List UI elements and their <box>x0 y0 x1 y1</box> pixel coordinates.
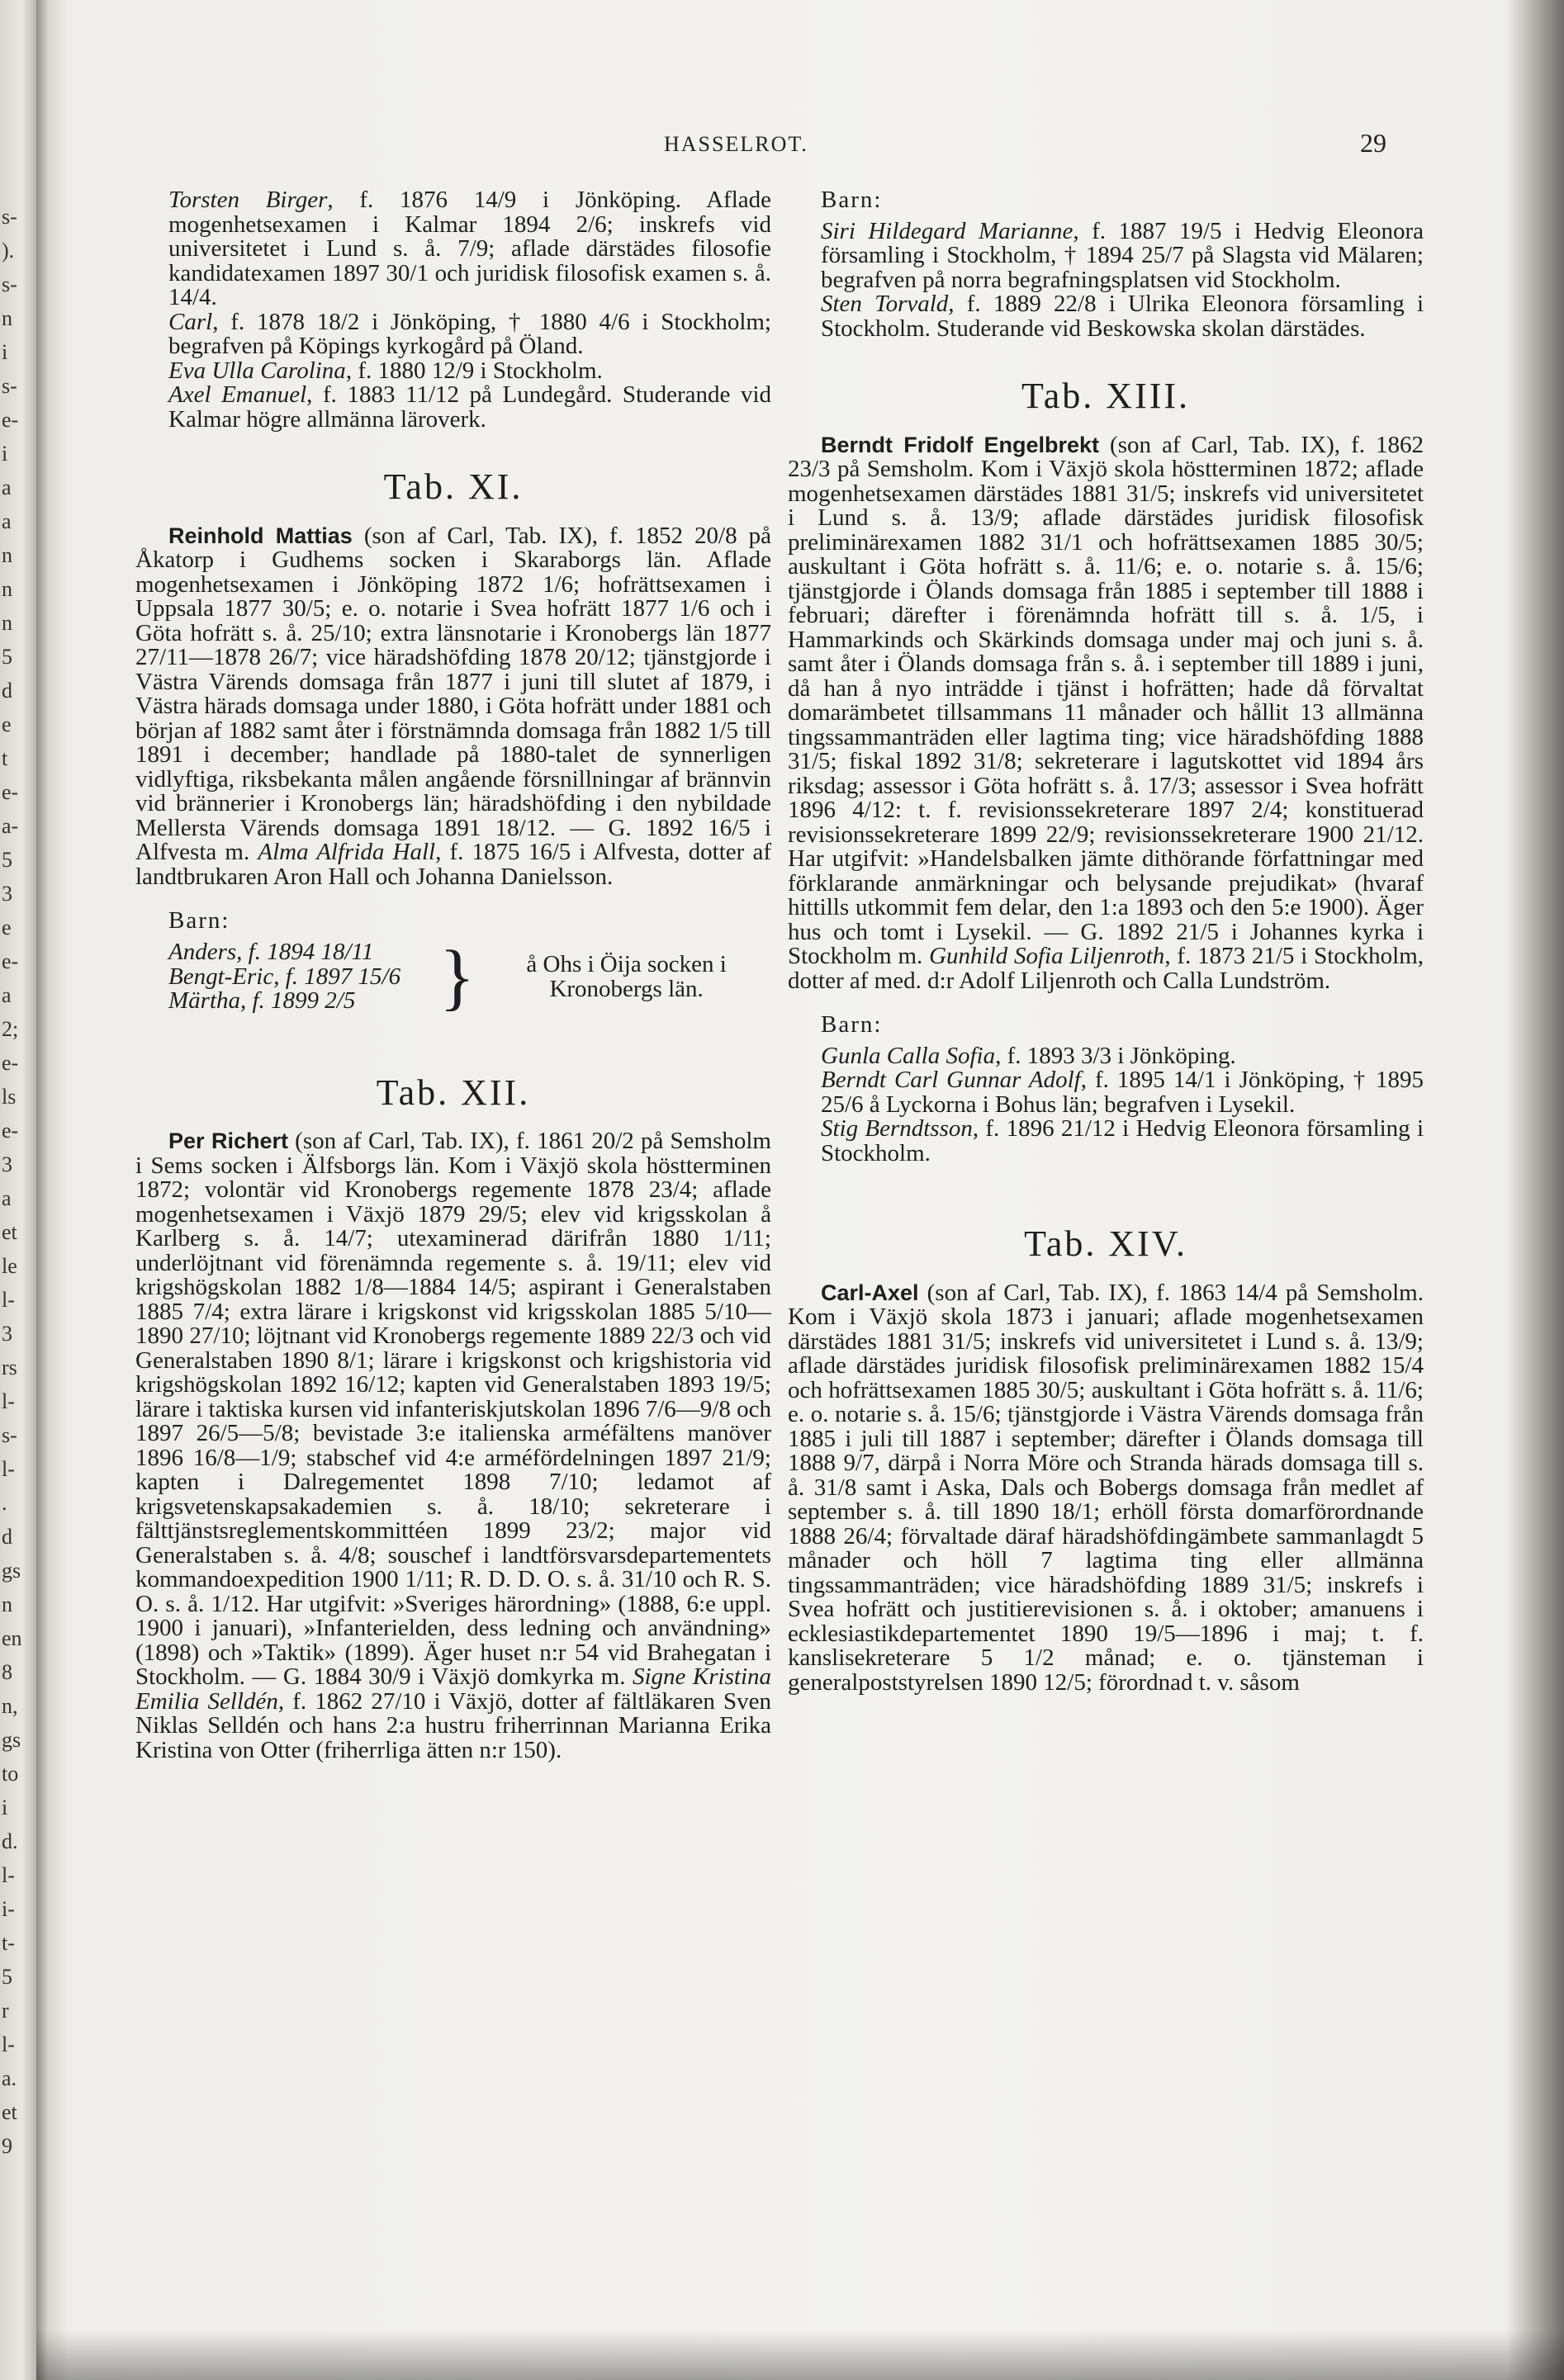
previous-page-fragment: d <box>2 679 12 703</box>
person-name: Gunla Calla Sofia <box>821 1042 996 1069</box>
entry-paragraph <box>788 1117 1424 1166</box>
previous-page-fragment: i <box>2 442 8 466</box>
previous-page-fragment: n <box>2 306 12 330</box>
section-heading-tab-xi: Tab. XI. <box>383 466 524 507</box>
previous-page-fragment: 5 <box>2 1965 12 1989</box>
person-name: Stig Berndtsson <box>821 1115 973 1142</box>
previous-page-fragment: n <box>2 543 12 567</box>
previous-page-fragment: 2; <box>2 1017 19 1041</box>
previous-page-fragment: gs <box>2 1728 21 1752</box>
page-fore-edge <box>1506 0 1564 2380</box>
previous-page-fragment: e- <box>2 1119 19 1143</box>
previous-page-fragment: d <box>2 1525 12 1549</box>
previous-page-fragment: 3 <box>2 882 12 906</box>
previous-page-fragment: a <box>2 983 12 1007</box>
entry-paragraph: Carl-Axel (son af Carl, Tab. IX), f. 1863 14/4 på Semsholm. Kom i Växjö skola 1873 i januari; aflade mogenhetsexamen därstädes 1881 31/5; inskrefs vid universitetet i Lund s. å. 13/9; aflade därstädes juridisk filosofisk preliminärexamen 1882 15/4 och hofrättsexamen 1885 30/5; auskultant i Göta hofrätt s. å. 11/6; e. o. notarie s. å. 15/6; tjänstgjorde i Västra Värends domsaga från 1885 i juli till 1887 i september; därefter i Ölands domsaga till 1888 9/7, därpå i Norra Möre och Stranda härads domsaga till s. å. 31/8 samt i Aska, Dals och Bobergs domsaga från medlet af september s. å. till 1890 18/1; erhöll första domarförordnande 1888 26/4; förvaltade däraf häradshöfdingämbete sammanlagdt 5 månader och höll 7 lagtima ting eller allmänna tingssammanträden; vice häradshöfding 1889 31/5; inskrefs i Svea hofrätt och justitierevisionen s. å. i oktober; amanuens i ecklesiastikdepartementet 1890 19/5—1896 i maj; t. f. kanslisekreterare 5 1/2 månad; e. o. tjänsteman i generalpoststyrelsen 1890 12/5; förordnad t. v. såsom <box>788 1279 1424 1696</box>
previous-page-fragment: ). <box>2 239 15 263</box>
entry-text: , f. 1883 11/12 på Lundegård. Studerande vid Kalmar högre allmänna läroverk. <box>168 381 771 433</box>
page-number: 29 <box>1360 128 1386 158</box>
entry-text: , f. 1876 14/9 i Jönköping. Aflade mogenhetsexamen i Kalmar 1894 2/6; inskrefs vid universitetet i Lund s. å. 7/9; aflade därstädes filosofie kandidatexamen 1897 30/1 och juridisk filosofisk examen s. å. 14/4. <box>168 187 771 310</box>
child-entry: Anders, f. 1894 18/11 <box>168 939 374 966</box>
previous-page-fragment: l- <box>2 1389 15 1413</box>
person-name: Eva Ulla Carolina <box>168 357 346 384</box>
previous-page-fragment: a <box>2 509 12 533</box>
entry-text: , f. 1878 18/2 i Jönköping, † 1880 4/6 i Stockholm; begrafven på Köpings kyrkogård på Öland. <box>168 308 771 359</box>
child-entry: Bengt-Eric, f. 1897 15/6 <box>168 963 401 990</box>
previous-page-fragment: a- <box>2 814 19 838</box>
entry-text: , f. 1893 3/3 i Jönköping. <box>995 1042 1236 1069</box>
previous-page-fragment: 8 <box>2 1660 12 1684</box>
previous-page-fragment: d. <box>2 1829 18 1853</box>
entry-paragraph <box>135 188 771 310</box>
entry-paragraph: Reinhold Mattias (son af Carl, Tab. IX), f. 1852 20/8 på Åkatorp i Gudhems socken i Skaraborgs län. Aflade mogenhetsexamen i Jönköping 1872 1/6; hofrättsexamen i Uppsala 1877 30/5; e. o. notarie i Svea hofrätt 1877 1/6 och i Göta hofrätt s. å. 25/10; extra länsnotarie i Kronobergs län 1877 27/11—1878 26/7; vice häradshöfding 1878 20/12; tjänstgjorde i Västra Värends domsaga från 1877 i juni till slutet af 1879, i Västra härads domsaga under 1880, i Göta hofrätt under 1881 och början af 1882 samt åter i förstnämnda domsaga från 1882 1/5 till 1891 i december; handlade på 1880-talet de synnerligen vidlyftiga, riksbekanta målen angående försnillningar af brännvin vid brännerier i Kronobergs län; häradshöfding i den nybildade Mellersta Värends domsaga 1891 18/12. — G. 1892 16/5 i Alfvesta m. Alma Alfrida Hall, f. 1875 16/5 i Alfvesta, dotter af landtbrukaren Aron Hall och Johanna Danielsson. <box>135 522 772 890</box>
previous-page-fragment: n, <box>2 1694 18 1718</box>
section-heading-tab-xiv: Tab. XIV. <box>1024 1223 1187 1264</box>
previous-page-fragment: a <box>2 1186 12 1210</box>
previous-page-fragment: ls <box>2 1085 17 1109</box>
entry-paragraph <box>135 359 771 384</box>
entry-paragraph <box>788 1068 1424 1117</box>
previous-page-fragment: le <box>2 1254 17 1278</box>
right-column <box>788 188 1424 1695</box>
entry-text: , f. 1896 21/12 i Hedvig Eleonora församling i Stockholm. <box>821 1115 1424 1166</box>
person-name: Berndt Fridolf Engelbrekt <box>821 432 1100 457</box>
previous-page-fragment: r <box>2 1999 9 2023</box>
entry-list <box>788 217 1424 342</box>
previous-page-fragment: i <box>2 1796 8 1819</box>
previous-page-fragment: . <box>2 1491 7 1515</box>
children-names <box>135 940 433 1014</box>
previous-page-fragment: s- <box>2 374 17 398</box>
previous-page-edge <box>0 0 36 2380</box>
spouse-name: Gunhild Sofia Liljenroth <box>929 943 1165 969</box>
previous-page-fragment: en <box>2 1626 22 1650</box>
person-name: Axel Emanuel <box>168 381 307 408</box>
previous-page-fragment: to <box>2 1762 19 1786</box>
child-entry: Märtha, f. 1899 2/5 <box>168 987 356 1015</box>
previous-page-fragment: e- <box>2 1051 19 1075</box>
previous-page-fragment: e- <box>2 408 19 432</box>
children-place: å Ohs i Öija socken i Kronobergs län. <box>526 951 727 1002</box>
spouse-name: Alma Alfrida Hall <box>258 839 436 865</box>
previous-page-fragment: a. <box>2 2066 17 2090</box>
section-heading-tab-xiii: Tab. XIII. <box>1021 376 1191 416</box>
entry-text: , f. 1889 22/8 i Ulrika Eleonora församling i Stockholm. Studerande vid Beskowska skolan därstädes. <box>821 291 1424 342</box>
person-name: Siri Hildegard Marianne <box>821 217 1073 244</box>
previous-page-fragment: i <box>2 340 8 364</box>
previous-page-fragment: 9 <box>2 2134 12 2158</box>
previous-page-fragment: 5 <box>2 645 12 669</box>
children-label: Barn: <box>168 907 230 934</box>
previous-page-fragment: s- <box>2 205 17 229</box>
entry-paragraph <box>788 292 1424 341</box>
entry-paragraph <box>788 217 1424 293</box>
children-group <box>135 935 771 1018</box>
previous-page-fragment: 5 <box>2 848 12 872</box>
previous-page-fragment: rs <box>2 1356 17 1379</box>
previous-page-fragment: l- <box>2 1457 15 1481</box>
previous-page-fragment: i- <box>2 1897 15 1921</box>
previous-page-fragment: s- <box>2 1423 17 1447</box>
previous-page-fragment: et <box>2 1220 17 1244</box>
previous-page-fragment: e <box>2 712 12 736</box>
previous-page-fragment: n <box>2 1592 12 1616</box>
brace-glyph: } <box>439 935 476 1018</box>
person-name: Sten Torvald <box>821 291 949 317</box>
entry-text: , f. 1887 19/5 i Hedvig Eleonora församling i Stockholm, † 1894 25/7 på Slagsta vid Mälaren; begrafven på norra begrafningsplatsen vid Stockholm. <box>821 217 1424 293</box>
entry-list <box>135 188 771 432</box>
spouse-name: Signe Kristina Emilia Selldén <box>135 1663 771 1715</box>
previous-page-fragment: l- <box>2 1863 15 1887</box>
page <box>36 0 1564 2380</box>
entry-paragraph <box>135 383 771 432</box>
previous-page-fragment: s- <box>2 272 17 296</box>
person-name: Per Richert <box>168 1128 288 1153</box>
previous-page-fragment: l- <box>2 2032 15 2056</box>
previous-page-fragment: 3 <box>2 1322 12 1346</box>
previous-page-fragment: gs <box>2 1559 21 1583</box>
previous-page-fragment: t- <box>2 1931 15 1955</box>
entry-paragraph: Per Richert (son af Carl, Tab. IX), f. 1861 20/2 på Semsholm i Sems socken i Älfsborgs län. Kom i Växjö skola höstterminen 1872; volontär vid Kronobergs regemente 1878 23/4; aflade mogenhetsexamen i Växjö 1879 29/5; elev vid krigsskolan å Karlberg s. å. 14/7; utexaminerad därifrån 1880 1/11; underlöjtnant vid förenämnda regemente s. å. 19/11; elev vid krigshögskolan 1882 1/8—1884 14/5; aspirant i Generalstaben 1885 7/4; extra lärare i krigskonst vid krigsskolan 1885 5/10—1890 27/10; löjtnant vid Kronobergs regemente 1889 22/3 och vid Generalstaben 1890 8/1; lärare i krigskonst och krigshistoria vid krigshögskolan 1892 16/12; kapten vid Generalstaben 1893 19/5; lärare i taktiska kursen vid infanteriskjutskolan 1896 7/6—9/8 och 1897 26/5—5/8; bevistade 3:e italienska arméfältens manöver 1896 16/8—1/9; stabschef vid 4:e arméfördelningen 1897 21/9; kapten i Dalregementet 1898 7/10; ledamot af krigsvetenskapsakademien s. å. 18/10; sekreterare i fälttjänstsreglementskommittéen 1899 23/2; major vid Generalstaben s. å. 4/8; souschef i landtförsvarsdepartementets kommandoexpedition 1900 1/11; R. D. D. O. s. å. 31/10 och R. S. O. s. å. 1/12. Har utgifvit: »Sveriges härordning» (1888, 6:e uppl. 1900 i januari), »Infanterielden, dess ledning och användning» (1898) och »Taktik» (1899). Äger huset n:r 54 vid Brahegatan i Stockholm. — G. 1884 30/9 i Växjö domkyrka m. Signe Kristina Emilia Selldén, f. 1862 27/10 i Växjö, dotter af fältläkaren Sven Niklas Selldén och hans 2:a hustru friherrinnan Marianna Erika Kristina von Otter (friherrliga ätten n:r 150). <box>135 1128 772 1763</box>
previous-page-fragment: n <box>2 577 12 601</box>
entry-text: , f. 1880 12/9 i Stockholm. <box>345 357 603 384</box>
person-name: Reinhold Mattias <box>168 523 353 548</box>
previous-page-fragment: 3 <box>2 1152 12 1176</box>
page-shadow <box>36 2330 1564 2380</box>
previous-page-fragment: e- <box>2 780 19 804</box>
previous-page-fragment: e <box>2 916 12 939</box>
person-name: Carl <box>168 308 213 335</box>
previous-page-fragment: n <box>2 611 12 635</box>
person-name: Berndt Carl Gunnar Adolf <box>821 1067 1081 1093</box>
children-label: Barn: <box>821 1011 883 1038</box>
entry-list <box>788 1044 1424 1166</box>
entry-text: , f. 1895 14/1 i Jönköping, † 1895 25/6 å Lyckorna i Bohus län; begrafven i Lysekil. <box>821 1067 1424 1118</box>
entry-paragraph: Berndt Fridolf Engelbrekt (son af Carl, Tab. IX), f. 1862 23/3 på Semsholm. Kom i Växjö skola höstterminen 1872; aflade mogenhetsexamen därstädes 1881 31/5; inskrefs vid universitetet i Lund s. å. 13/9; aflade därstädes juridisk filosofisk preliminärexamen 1882 31/1 och hofrättsexamen 1885 30/5; auskultant i Göta hofrätt s. å. 11/6; e. o. notarie s. å. 15/6; tjänstgjorde i Ölands domsaga från 1885 i september till 1888 i februari; därefter i förenämnda hofrätt till s. å. 1/5, i Hammarkinds och Skärkinds domsaga under maj och juni s. å. samt åter i Ölands domsaga från s. å. i september till 1889 i juni, då han å nyo inträdde i tjänst i hofrätten; hade då förvaltat domarämbetet tillsammans 11 månader och hållit 13 allmänna tingssammanträden eller lagtima ting; vice häradshöfding 1888 31/5; fiskal 1892 31/8; sekreterare i lagutskottet vid 1894 års riksdag; assessor i Göta hofrätt s. å. 17/3; assessor i Svea hofrätt 1896 4/12: t. f. revisionssekreterare 1897 2/4; konstituerad revisionssekreterare 1899 22/9; revisionssekreterare 1900 21/12. Har utgifvit: »Handelsbalken jämte dithörande författningar med förklarande anmärkningar och belysande prejudikat» (hvaraf hittills utkommit fem delar, den 1:a 1893 och den 5:e 1900). Äger hus och tomt i Lysekil. — G. 1892 21/5 i Johannes kyrka i Stockholm m. Gunhild Sofia Liljenroth, f. 1873 21/5 i Stockholm, dotter af med. d:r Adolf Liljenroth och Calla Lundström. <box>788 431 1424 994</box>
previous-page-fragment: e- <box>2 949 19 973</box>
left-column <box>135 188 771 1763</box>
entry-paragraph <box>788 1044 1424 1069</box>
previous-page-fragment: a <box>2 476 12 499</box>
previous-page-fragment: et <box>2 2100 17 2124</box>
person-name: Carl-Axel <box>821 1280 919 1305</box>
section-heading-tab-xii: Tab. XII. <box>376 1072 531 1113</box>
previous-page-fragment: l- <box>2 1288 15 1312</box>
entry-paragraph <box>135 310 771 359</box>
person-name: Torsten Birger <box>168 187 328 213</box>
children-label: Barn: <box>821 187 883 213</box>
previous-page-fragment: t <box>2 746 8 770</box>
running-header: HASSELROT. <box>664 132 808 156</box>
